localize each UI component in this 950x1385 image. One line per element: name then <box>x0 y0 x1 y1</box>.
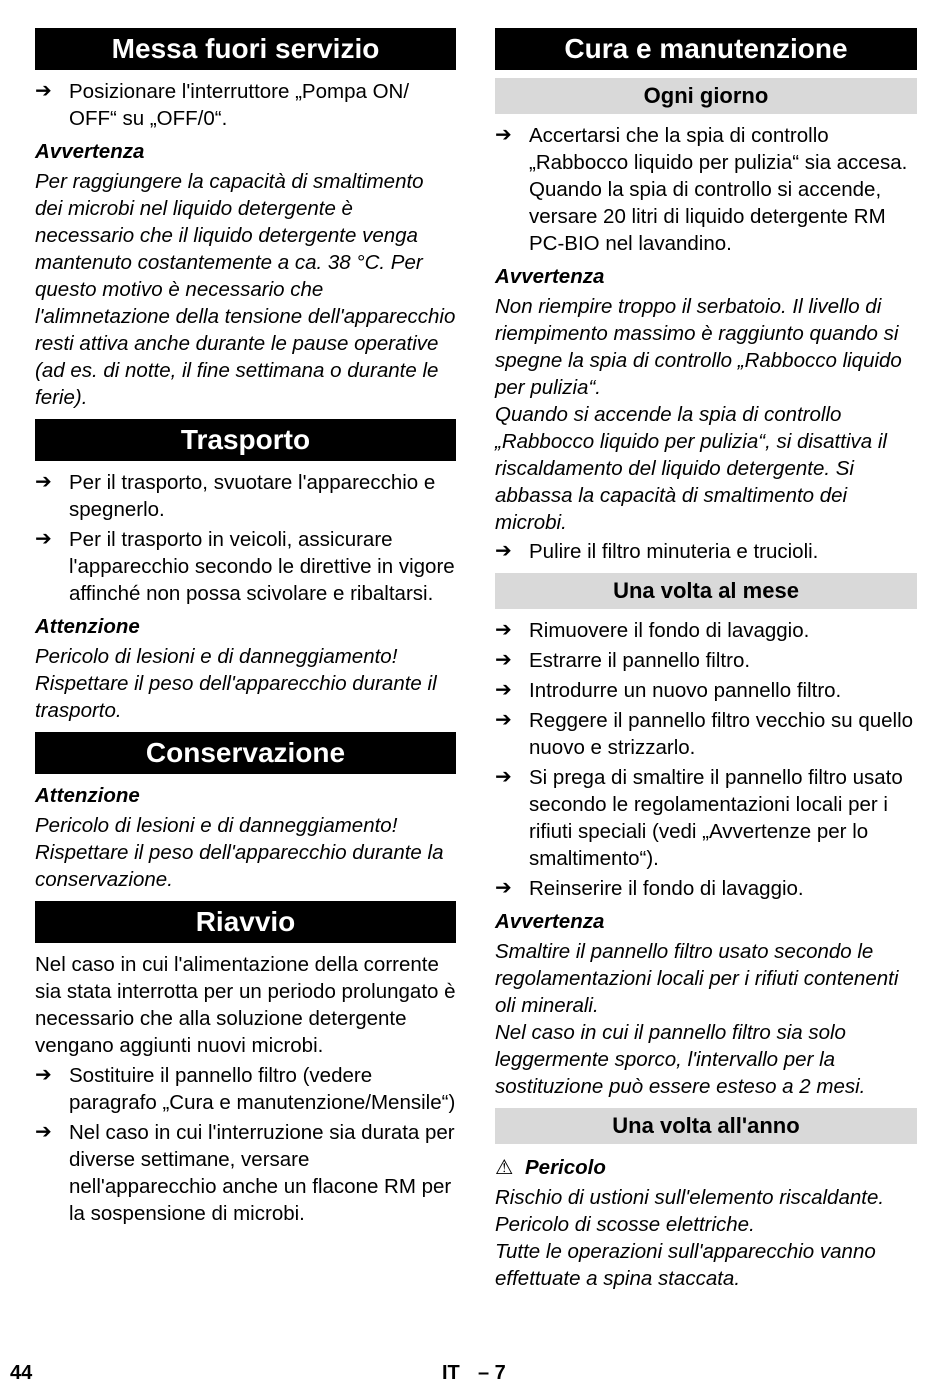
note-text: Non riempire troppo il serbatoio. Il livello di riempimento massimo è raggiunto quando si spegne la spia di controllo „Rabbocco liquido per pulizia“. <box>495 295 902 399</box>
list-item-text: Si prega di smaltire il pannello filtro usato secondo le regolamentazioni locali per i rifiuti speciali (vedi „Avvertenze per lo smaltimento“). <box>529 766 903 870</box>
list-item-text: Rimuovere il fondo di lavaggio. <box>529 619 810 642</box>
list-item <box>495 122 917 257</box>
list-item <box>35 526 456 607</box>
list-item <box>495 707 917 761</box>
note-label: Avvertenza <box>495 910 605 933</box>
danger-text: Rischio di ustioni sull'elemento riscaldante. <box>495 1186 885 1209</box>
list-item <box>35 78 456 132</box>
list-item-text-line: Accertarsi che la spia di controllo „Rabbocco liquido per pulizia“ sia accesa. <box>529 124 908 174</box>
arrow-right-icon: ➔ <box>495 709 512 731</box>
list-item <box>495 538 917 565</box>
arrow-right-icon: ➔ <box>495 540 512 562</box>
danger-label <box>495 1154 917 1181</box>
note-text: Smaltire il pannello filtro usato secondo le regolamentazioni locali per i rifiuti contenenti oli minerali. <box>495 940 899 1017</box>
list-item-text: Sostituire il pannello filtro (vedere paragrafo „Cura e manutenzione/Mensile“) <box>69 1064 456 1114</box>
list-item <box>495 617 917 644</box>
note-text: Quando si accende la spia di controllo „Rabbocco liquido per pulizia“, si disattiva il riscaldamento del liquido detergente. Si abbassa la capacità di smaltimento dei microbi. <box>495 403 887 534</box>
list-item-text <box>529 122 917 257</box>
arrow-right-icon: ➔ <box>35 471 52 493</box>
arrow-right-icon: ➔ <box>495 877 512 899</box>
list-item-text: Posizionare l'interruttore „Pompa ON/ OFF“ su „OFF/0“. <box>69 80 410 130</box>
list-item-text: Pulire il filtro minuteria e trucioli. <box>529 540 819 563</box>
note-text: Nel caso in cui il pannello filtro sia solo leggermente sporco, l'intervallo per la sostituzione può essere esteso a 2 mesi. <box>495 1021 866 1098</box>
right-column <box>495 28 917 1300</box>
arrow-right-icon: ➔ <box>495 124 512 146</box>
list-item-text: Reinserire il fondo di lavaggio. <box>529 877 804 900</box>
arrow-right-icon: ➔ <box>35 1121 52 1143</box>
list-item <box>35 1119 456 1227</box>
attention-label: Attenzione <box>35 784 140 807</box>
arrow-right-icon: ➔ <box>495 649 512 671</box>
list-item-continuation: Quando la spia di controllo si accende, versare 20 litri di liquido detergente RM PC-BIO nel lavandino. <box>529 178 886 255</box>
subsection-title-una-volta-all-anno: Una volta all'anno <box>495 1108 917 1144</box>
attention-label: Attenzione <box>35 615 140 638</box>
attention-text: Pericolo di lesioni e di danneggiamento! Rispettare il peso dell'apparecchio durante la conservazione. <box>35 814 444 891</box>
list-item <box>495 764 917 872</box>
page-code: – 7 <box>478 1362 506 1384</box>
list-item-text: Nel caso in cui l'interruzione sia durata per diverse settimane, versare nell'apparecchio anche un flacone RM per la sospensione di microbi. <box>69 1121 455 1225</box>
list-item-text: Reggere il pannello filtro vecchio su quello nuovo e strizzarlo. <box>529 709 914 759</box>
arrow-right-icon: ➔ <box>35 528 52 550</box>
section-title-trasporto: Trasporto <box>35 419 456 461</box>
arrow-right-icon: ➔ <box>35 80 52 102</box>
attention-text: Pericolo di lesioni e di danneggiamento! Rispettare il peso dell'apparecchio durante il trasporto. <box>35 645 437 722</box>
list-item-text: Introdurre un nuovo pannello filtro. <box>529 679 842 702</box>
danger-label-text: Pericolo <box>525 1156 606 1179</box>
subsection-title-una-volta-al-mese: Una volta al mese <box>495 573 917 609</box>
arrow-right-icon: ➔ <box>495 679 512 701</box>
note-text: Per raggiungere la capacità di smaltimento dei microbi nel liquido detergente è necessario che il liquido detergente venga mantenuto costantemente a ca. 38 °C. Per questo motivo è necessario che l'alimnetazione della tensione dell'apparecchio resti attiva anche durante le pause operative (ad es. di notte, il fine settimana o durante le ferie). <box>35 170 456 409</box>
list-item <box>495 875 917 902</box>
section-title-cura-e-manutenzione: Cura e manutenzione <box>495 28 917 70</box>
list-item-text: Estrarre il pannello filtro. <box>529 649 751 672</box>
language-code: IT <box>442 1362 460 1384</box>
list-item-text: Per il trasporto, svuotare l'apparecchio e spegnerlo. <box>69 471 436 521</box>
arrow-right-icon: ➔ <box>35 1064 52 1086</box>
arrow-right-icon: ➔ <box>495 619 512 641</box>
arrow-right-icon: ➔ <box>495 766 512 788</box>
section-title-messa-fuori-servizio: Messa fuori servizio <box>35 28 456 70</box>
subsection-title-ogni-giorno: Ogni giorno <box>495 78 917 114</box>
note-label: Avvertenza <box>35 140 145 163</box>
list-item <box>495 677 917 704</box>
danger-text: Pericolo di scosse elettriche. <box>495 1213 755 1236</box>
left-column <box>35 28 456 1230</box>
section-title-conservazione: Conservazione <box>35 732 456 774</box>
paragraph: Nel caso in cui l'alimentazione della corrente sia stata interrotta per un periodo prolungato è necessario che alla soluzione detergente vengano aggiunti nuovi microbi. <box>35 953 456 1057</box>
note-label: Avvertenza <box>495 265 605 288</box>
list-item-text: Per il trasporto in veicoli, assicurare l'apparecchio secondo le direttive in vigore affinché non possa scivolare e ribaltarsi. <box>69 528 455 605</box>
list-item <box>35 1062 456 1116</box>
page-number: 44 <box>10 1362 33 1384</box>
list-item <box>35 469 456 523</box>
warning-triangle-icon: ⚠ <box>495 1156 514 1179</box>
section-title-riavvio: Riavvio <box>35 901 456 943</box>
danger-text: Tutte le operazioni sull'apparecchio vanno effettuate a spina staccata. <box>495 1240 876 1290</box>
list-item <box>495 647 917 674</box>
